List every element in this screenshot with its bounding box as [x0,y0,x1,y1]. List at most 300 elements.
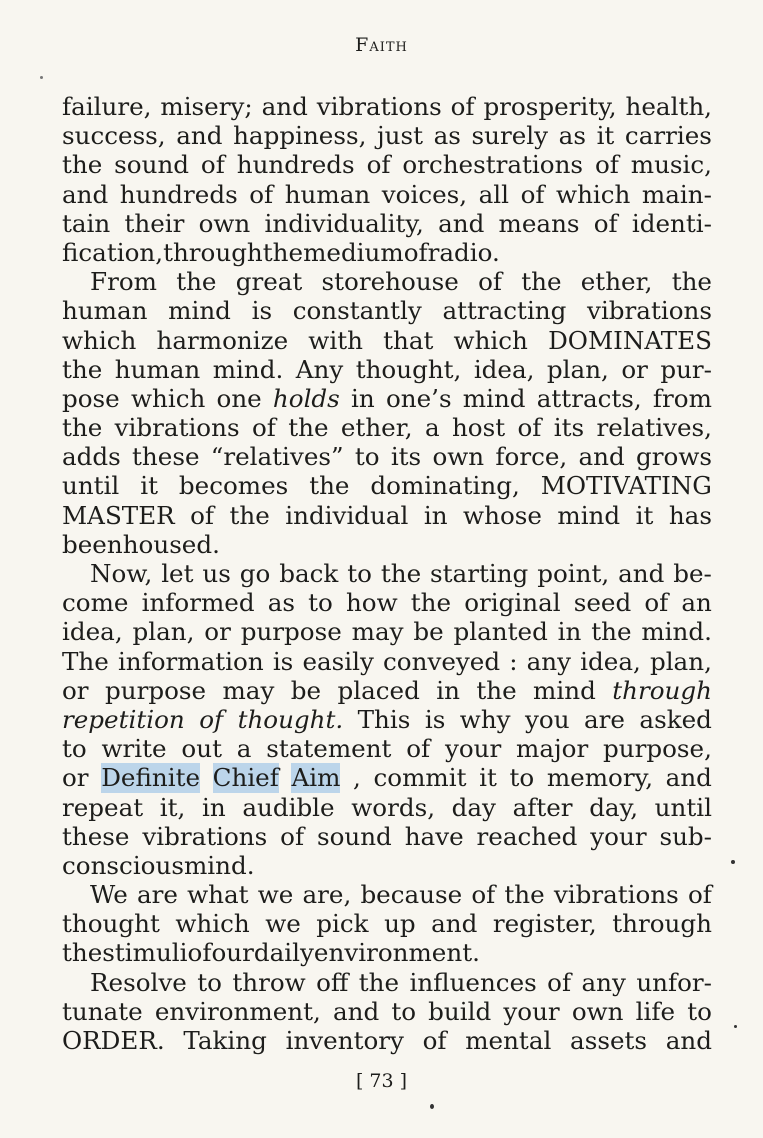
text-line [62,326,712,355]
word: happiness, [233,121,367,151]
word: and [618,559,665,588]
word: attracts, [536,383,642,413]
word: throw [232,967,306,997]
word: vibrations [553,880,679,910]
word: through [163,237,263,267]
word: information [117,646,264,676]
text-line [62,734,712,763]
text-line [62,793,712,822]
word: mental [465,1026,552,1055]
word: own [432,442,485,472]
word: come [62,588,129,618]
word: mind [462,383,526,413]
word: it [479,763,497,793]
word: means [498,208,580,238]
word: or [621,354,648,384]
text-line [62,267,712,296]
word: until [62,471,120,501]
word: the [229,500,270,530]
word: to [391,996,417,1026]
word: or [204,617,231,647]
word: plan, [649,646,712,676]
word: a [236,734,252,764]
word: plan, [132,617,195,647]
word: is [424,704,446,734]
ink-speck [731,860,735,864]
word: own [198,208,251,238]
word: mind. [641,617,712,647]
running-head: Faith [355,34,408,56]
word: to [308,588,333,618]
word: harmonize [156,325,289,355]
text-line [62,150,712,179]
word: attracting [442,296,567,326]
word: of [471,880,496,910]
word: grows [636,442,712,472]
word: of [403,237,428,267]
word: the [521,267,562,297]
word: orchestrations [402,150,584,180]
word: placed [337,675,420,705]
word: whose [463,500,542,530]
word: has [668,500,712,530]
word: hundreds [119,179,238,209]
word: thought, [355,354,462,384]
word: surely [471,121,549,151]
word: commit [373,763,467,793]
word: plan, [546,354,609,384]
word: or [62,675,89,705]
word: of [687,880,712,910]
page-number: [ 73 ] [355,1070,408,1092]
word: We [90,880,128,910]
word: and [431,909,478,939]
word: ether, [580,267,653,297]
word: just [377,121,423,151]
word: identi- [631,208,712,238]
word: conscious [62,850,184,880]
word: all [478,179,510,209]
word: in [423,500,448,530]
word: repetition [62,704,185,734]
word: are [136,880,178,910]
word: main- [641,179,712,209]
text-line [62,705,712,734]
word: individual [285,500,409,530]
text-line [62,559,712,588]
word: human [284,179,371,209]
text-line [62,647,712,676]
word: From [90,267,157,297]
word: your [590,821,647,851]
word: vibrations [587,296,712,326]
word: of [478,267,502,297]
word: to [197,967,222,997]
word: what [187,880,249,910]
word: individuality, [264,208,424,238]
word: purpose [240,617,342,647]
text-line [62,501,712,530]
word: ether, [340,413,413,443]
word: the [591,617,632,647]
text-line [62,121,712,150]
word: point, [537,559,610,588]
word: pose [62,383,120,413]
word: thought. [237,704,344,734]
word: which [62,325,137,355]
word: Now, [90,559,153,588]
word: us [202,559,231,588]
text-line [62,355,712,384]
word: radio. [427,237,500,267]
ink-speck [734,1025,737,1028]
word: stimuli [102,938,188,968]
word: be [413,617,444,647]
word: one’s [385,383,452,413]
word: of [594,150,619,180]
text-line [62,909,712,938]
word: host [451,413,506,443]
word: mind [168,296,231,326]
word: MOTIVATING [540,471,712,501]
word: storehouse [321,267,459,297]
text-line [62,209,712,238]
word: hundreds [236,150,355,180]
word: because [360,880,463,910]
word: of [190,500,215,530]
word: medium [303,237,404,267]
highlighted-word: Aim [291,763,341,793]
word: human [62,296,148,326]
text-line [62,530,712,559]
text-line [62,822,712,851]
word: may [222,675,275,705]
text-line [62,296,712,325]
word: as [558,121,586,151]
word: original [464,588,561,618]
word: the [309,471,350,501]
word: sound [316,821,392,851]
word: the [288,413,329,443]
text-line [62,588,712,617]
word: and [62,179,109,209]
word: these [132,442,200,472]
word: to [62,734,87,764]
word: adds [62,442,121,472]
word: housed. [122,529,220,559]
word: be [290,675,322,705]
word: Resolve [90,967,187,997]
word: repeat [62,792,144,822]
word: the [410,588,452,618]
word: to [509,763,535,793]
word: and [438,208,485,238]
text-line [62,442,712,471]
word: or [62,763,89,793]
word: of [422,1026,447,1055]
ink-speck [40,76,43,79]
word: “relatives” [210,442,344,472]
word: have [404,821,464,851]
word: assets [570,1026,648,1055]
word: you [525,704,570,734]
word: may [351,617,404,647]
word: in [557,617,582,647]
word: idea, [473,354,535,384]
word: as [433,121,461,151]
word: MASTER [62,500,175,530]
highlighted-word: Definite [101,763,201,793]
word: it [635,500,654,530]
text-line [62,676,712,705]
word: we [257,880,294,910]
word: statement [266,734,392,764]
word: through [612,909,712,939]
word: health, [625,92,712,121]
word: informed [141,588,255,618]
word: seed [573,588,632,618]
word: it [140,471,158,501]
word: easily [302,646,374,676]
ink-speck [430,1104,434,1109]
text-line [62,413,712,442]
text-line [62,851,712,880]
word: great [235,267,303,297]
word: of [450,92,475,121]
word: purpose, [603,734,712,764]
word: and [665,763,712,793]
word: the [62,938,103,968]
word: its [553,413,585,443]
word: are [583,704,625,734]
word: tunate [62,996,143,1026]
word: prosperity, [483,92,617,121]
word: back [279,559,339,588]
word: music, [630,150,712,180]
word: your [444,734,502,764]
word: failure, [62,92,152,121]
text-line [62,997,712,1026]
word: of [593,208,618,238]
word: of [199,704,224,734]
word: pick [316,909,369,939]
word: sound [114,150,190,180]
word: mind. [183,850,255,880]
word: mind. [212,354,284,384]
word: and [332,996,380,1026]
word: ORDER. [62,1026,165,1055]
word: carries [624,121,712,151]
word: your [503,996,560,1026]
word: inventory [285,1026,404,1055]
word: The [62,646,109,676]
word: one [216,383,262,413]
word: : [509,646,518,676]
word: of [280,821,305,851]
word: its [390,442,422,472]
word: and [261,92,308,121]
body-text [62,92,712,1055]
word: a [424,413,440,443]
word: force, [495,442,568,472]
word: memory, [546,763,654,793]
word: these [62,821,130,851]
word: DOMINATES [548,325,712,355]
word: daily [253,938,314,968]
word: of [644,588,669,618]
text-line [62,180,712,209]
word: environment. [313,938,480,968]
text-line [62,238,712,267]
word: relatives, [596,413,712,443]
text-line [62,617,712,646]
word: unfor- [636,967,712,997]
word: idea, [580,646,641,676]
word: why [459,704,511,734]
word: This [357,704,411,734]
word: to [347,559,372,588]
text-line [62,763,712,792]
word: of [517,413,542,443]
word: starting [430,559,529,588]
word: been [62,529,123,559]
word: idea, [62,617,123,647]
text-line [62,968,712,997]
word: of [406,734,431,764]
word: day, [589,792,639,822]
word: are, [302,880,352,910]
word: the [476,675,517,705]
word: out [181,734,222,764]
word: of [547,967,572,997]
word: the [380,559,422,588]
word: life [635,996,676,1026]
word: through [612,675,712,705]
text-line [62,1026,712,1055]
word: and [578,442,625,472]
word: up [384,909,416,939]
word: dominating, [370,471,520,501]
word: , [353,763,361,793]
word: the [62,413,103,443]
word: the [176,267,217,297]
word: planted [453,617,548,647]
word: purpose [104,675,207,705]
word: Taking [183,1026,267,1055]
word: asked [639,704,712,734]
word: register, [492,909,597,939]
word: in [436,675,460,705]
word: in [201,792,226,822]
word: major [516,734,589,764]
word: be- [673,559,712,588]
word: the [504,880,545,910]
word: of [187,938,212,968]
word: the [262,237,304,267]
word: fication, [62,237,164,267]
word: vibrations [142,821,268,851]
word: is [272,646,294,676]
word: holds [272,383,340,413]
word: environment, [154,996,321,1026]
word: of [249,179,274,209]
word: reached [476,821,578,851]
word: is [251,296,273,326]
word: tain [62,208,111,238]
word: it [596,121,615,151]
word: until [654,792,712,822]
word: go [239,559,271,588]
word: vibrations [316,92,442,121]
word: own [571,996,624,1026]
word: with [308,325,363,355]
word: of [520,179,545,209]
word: becomes [178,471,289,501]
word: build [428,996,492,1026]
word: Any [295,354,344,384]
text-line [62,384,712,413]
word: from [652,383,712,413]
word: which [556,179,631,209]
highlighted-word: Chief [212,763,279,793]
word: audible [242,792,335,822]
word: to [687,996,712,1026]
word: which [130,383,206,413]
word: constantly [292,296,422,326]
word: vibrations [114,413,240,443]
word: how [345,588,398,618]
word: conveyed [383,646,501,676]
word: to [354,442,380,472]
word: misery; [160,92,253,121]
word: as [267,588,296,618]
word: and [176,121,223,151]
word: off [316,967,349,997]
word: after [512,792,573,822]
word: of [366,150,391,180]
word: the [358,967,400,997]
word: that [383,325,434,355]
word: our [211,938,254,968]
word: the [62,354,103,384]
word: let [161,559,194,588]
word: the [62,150,103,180]
word: write [101,734,167,764]
word: pur- [660,354,712,384]
word: the [671,267,712,297]
word: their [124,208,185,238]
word: and [665,1026,712,1055]
text-line [62,92,712,121]
word: in [351,383,375,413]
word: of [200,150,225,180]
word: human [114,354,201,384]
word: thought [62,909,160,939]
word: sub- [659,821,712,851]
word: success, [62,121,166,151]
word: of [251,413,276,443]
word: which [453,325,528,355]
word: words, [351,792,436,822]
word: which [175,909,250,939]
text-line [62,880,712,909]
word: we [265,909,301,939]
word: mind [557,500,621,530]
word: day [451,792,496,822]
word: any [581,967,626,997]
text-line [62,471,712,500]
word: an [681,588,712,618]
